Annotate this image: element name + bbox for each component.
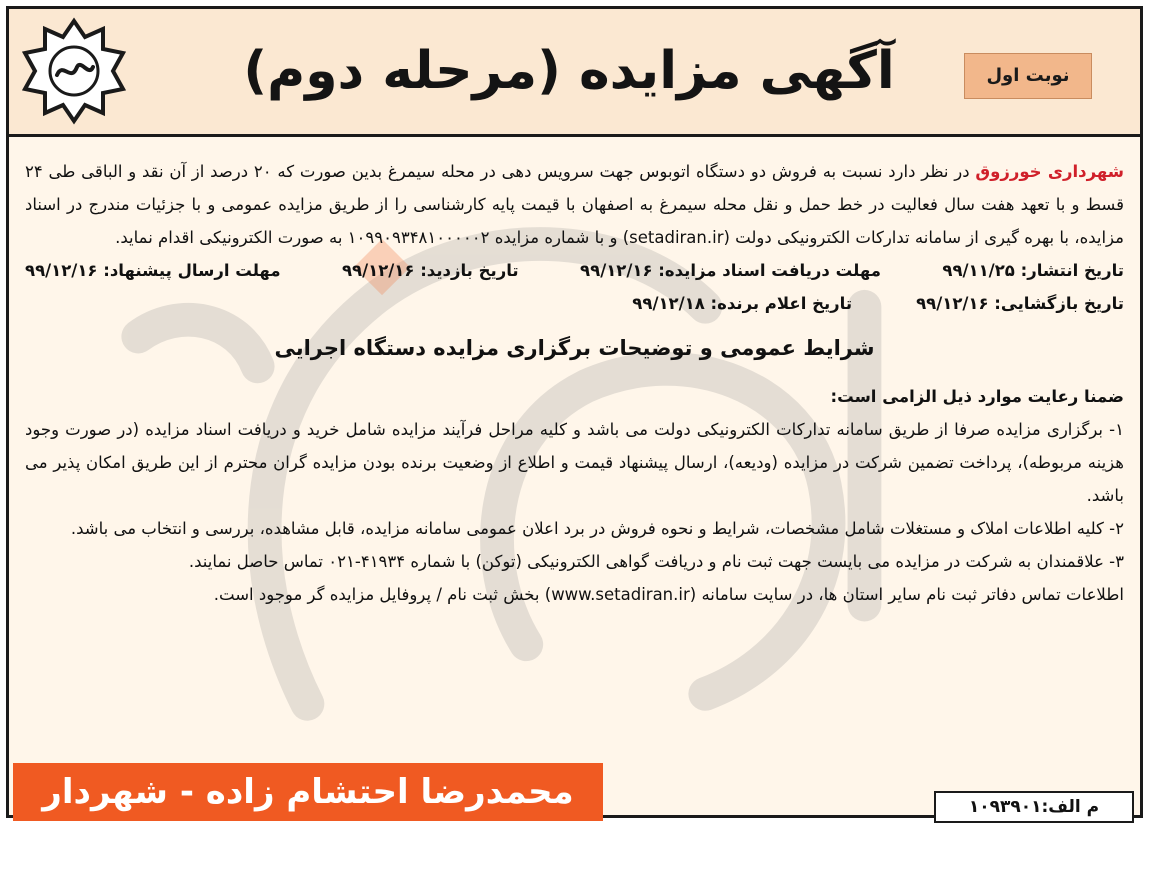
municipality-logo-icon	[19, 17, 129, 127]
offer-deadline-date: مهلت ارسال پیشنهاد: ۹۹/۱۲/۱۶	[25, 261, 281, 280]
notice-header	[9, 9, 1140, 137]
winner-date: تاریخ اعلام برنده: ۹۹/۱۲/۱۸	[632, 294, 853, 313]
main-paragraph	[25, 155, 1124, 254]
visit-date: تاریخ بازدید: ۹۹/۱۲/۱۶	[341, 261, 519, 280]
publish-date: تاریخ انتشار: ۹۹/۱۱/۲۵	[942, 261, 1124, 280]
opening-date: تاریخ بازگشایی: ۹۹/۱۲/۱۶	[916, 294, 1124, 313]
signature-bar: محمدرضا احتشام زاده - شهردار خورزوق	[13, 763, 603, 821]
notice-frame	[6, 6, 1143, 870]
dates-row-1	[25, 254, 1124, 287]
round-badge: نوبت اول	[964, 53, 1092, 99]
condition-item-2: ۲- کلیه اطلاعات املاک و مستغلات شامل مشخصات، شرایط و نحوه فروش در برد اعلان عمومی سامانه مزایده، قابل مشاهده، بررسی و انتخاب می باشد.	[70, 519, 1124, 538]
dates-row-2	[25, 287, 1124, 320]
notice-title: آگهی مزایده (مرحله دوم)	[243, 41, 895, 101]
notice-body	[25, 155, 1124, 611]
section-heading: شرایط عمومی و توضیحات برگزاری مزایده دستگاه اجرایی	[274, 336, 875, 360]
ad-code: م الف:۱۰۹۳۹۰۱	[934, 791, 1134, 823]
main-paragraph-text: در نظر دارد نسبت به فروش دو دستگاه اتوبوس جهت سرویس دهی در محله سیمرغ بدین صورت که ۲۰ درصد از آن نقد و الباقی طی ۲۴ قسط و با تعهد هفت سال فعالیت در خط حمل و نقل محله سیمرغ به اصفهان با قیمت پایه کارشناسی را از طریق مزایده عمومی و با جزئیات مندرج در اسناد مزایده، با بهره گیری از سامانه تدارکات الکترونیکی دولت (setadiran.ir) و با شماره مزایده ۱۰۹۹۰۹۳۴۸۱۰۰۰۰۰۲ به صورت الکترونیکی اقدام نماید.	[25, 162, 1124, 247]
dates-block	[25, 254, 1124, 320]
doc-deadline-date: مهلت دریافت اسناد مزایده: ۹۹/۱۲/۱۶	[580, 261, 881, 280]
condition-item-3: ۳- علاقمندان به شرکت در مزایده می بایست جهت ثبت نام و دریافت گواهی الکترونیکی (توکن) با شماره ۴۱۹۳۴-۰۲۱ تماس حاصل نمایند.	[188, 552, 1124, 571]
condition-item-1: ۱- برگزاری مزایده صرفا از طریق سامانه تدارکات الکترونیکی دولت می باشد و کلیه مراحل فرآیند مزایده شامل خرید و دریافت اسناد مزایده (در صورت وجود هزینه مربوطه)، پرداخت تضمین شرکت در مزایده (ودیعه)، ارسال پیشنهاد قیمت و اطلاع از وضعیت برنده بودن مزایده گران محترم از این طریق امکان پذیر می باشد.	[25, 420, 1124, 505]
municipality-name: شهرداری خورزوق	[975, 162, 1124, 181]
conditions-intro: ضمنا رعایت موارد ذیل الزامی است:	[830, 387, 1124, 406]
contact-info: اطلاعات تماس دفاتر ثبت نام سایر استان ها، در سایت سامانه (www.setadiran.ir) بخش ثبت نام / پروفایل مزایده گر موجود است.	[213, 585, 1124, 604]
